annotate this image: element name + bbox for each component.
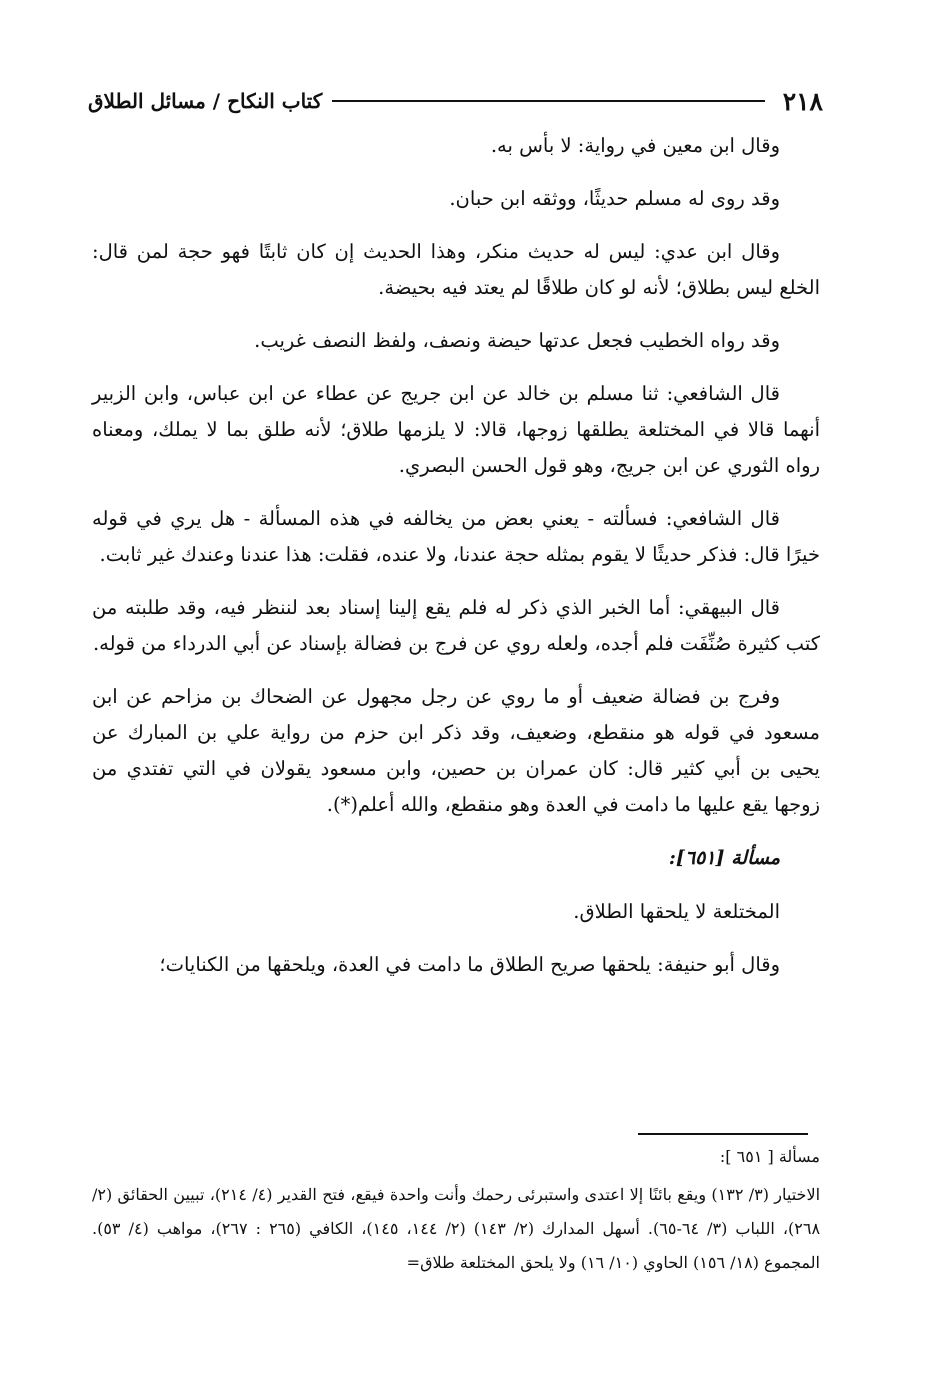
footnote-heading: مسألة [ ٦٥١ ]: (719, 1147, 820, 1166)
header-rule (332, 100, 764, 102)
issue-heading: مسألة [٦٥١]: (668, 847, 780, 869)
chapter-title: كتاب النكاح / مسائل الطلاق (88, 89, 323, 113)
paragraph-3: وقال ابن عدي: ليس له حديث منكر، وهذا الحديث إن كان ثابتًا فهو حجة لمن قال: الخلع ليس بطلاق؛ لأنه لو كان طلاقًا لم يعتد فيه بحيضة. (92, 240, 820, 299)
paragraph-1: وقال ابن معين في رواية: لا بأس به. (490, 134, 780, 157)
paragraph-8: وفرج بن فضالة ضعيف أو ما روي عن رجل مجهول عن الضحاك بن مزاحم عن ابن مسعود في قوله هو منقطع، وضعيف، وقد ذكر ابن حزم من رواية علي بن المبارك عن يحيى بن أبي كثير قال: كان عمران بن حصين، وابن مسعود يقولان في التي تفتدي من زوجها يقع عليها ما دامت في العدة وهو منقطع، والله أعلم(*). (92, 685, 820, 816)
paragraph-6: قال الشافعي: فسألته - يعني بعض من يخالفه في هذه المسألة - هل يري في قوله خيرًا قال: فذكر حديثًا لا يقوم بمثله حجة عندنا، ولا عنده، فقلت: هذا عندنا وعندك غير ثابت. (92, 507, 820, 566)
issue-paragraph-1: المختلعة لا يلحقها الطلاق. (573, 900, 780, 923)
main-text (92, 128, 820, 1000)
issue-paragraph-2: وقال أبو حنيفة: يلحقها صريح الطلاق ما دامت في العدة، ويلحقها من الكنايات؛ (159, 953, 780, 976)
footnotes (92, 1140, 820, 1280)
running-header (88, 84, 823, 118)
paragraph-7: قال البيهقي: أما الخبر الذي ذكر له فلم يقع إلينا إسناد بعد لننظر فيه، وقد طلبته من كتب كثيرة صُنِّفَت فلم أجده، ولعله روي عن فرج بن فضالة بإسناد عن أبي الدرداء من قوله. (92, 596, 820, 655)
footnote-text: الاختيار (٣/ ١٣٢) ويقع بائنًا إلا اعتدى واستبرئى رحمك وأنت واحدة فيقع، فتح القدير (٤/ ٢١٤)، تبيين الحقائق (٢/ ٢٦٨)، اللباب (٣/ ٦٤-٦٥). أسهل المدارك (٢/ ١٤٣) (٢/ ١٤٤، ١٤٥)، الكافي (٢٦٥ : ٢٦٧)، مواهب (٤/ ٥٣). المجموع (١٨/ ١٥٦) الحاوي (١٠/ ١٦) ولا يلحق المختلعة طلاق= (92, 1185, 821, 1272)
paragraph-4: وقد رواه الخطيب فجعل عدتها حيضة ونصف، ولفظ النصف غريب. (254, 329, 780, 352)
paragraph-2: وقد روى له مسلم حديثًا، ووثقه ابن حبان. (449, 187, 780, 210)
paragraph-5: قال الشافعي: ثنا مسلم بن خالد عن ابن جريج عن عطاء عن ابن عباس، وابن الزبير أنهما قالا في المختلعة يطلقها زوجها، قالا: لا يلزمها طلاق؛ لأنه طلق بما لا يملك، ومعناه رواه الثوري عن ابن جريج، وهو قول الحسن البصري. (92, 382, 820, 477)
footnote-rule (638, 1133, 808, 1135)
page-number: ٢١٨ (782, 86, 823, 116)
